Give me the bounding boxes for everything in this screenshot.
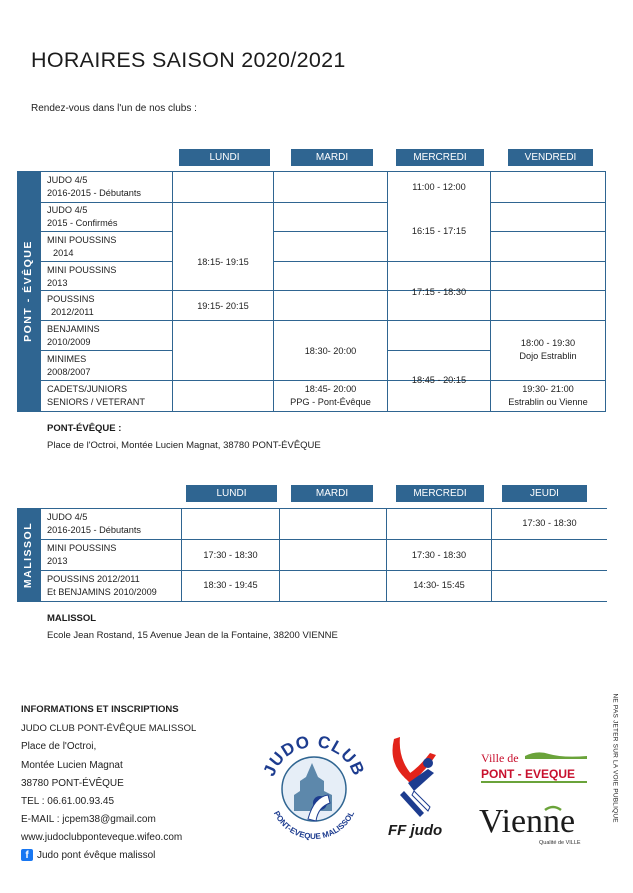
table-row: MINI POUSSINS 2014	[47, 235, 117, 258]
svg-text:PONT - EVEQUE: PONT - EVEQUE	[481, 767, 576, 781]
page-title: HORAIRES SAISON 2020/2021	[31, 48, 346, 72]
pont-eveque-side-label: PONT - ÉVÊQUE	[22, 240, 34, 342]
pont-eveque-address-title: PONT-ÉVÊQUE :	[47, 423, 122, 434]
day-header-lundi: LUNDI	[186, 485, 277, 502]
facebook-icon: f	[21, 849, 33, 861]
club-website[interactable]: www.judoclubponteveque.wifeo.com	[21, 832, 183, 843]
table-row: CADETS/JUNIORS SENIORS / VETERANT	[47, 384, 146, 407]
slot-poussins-mercredi: 14:30- 15:45	[413, 580, 465, 590]
day-header-mardi: MARDI	[291, 149, 373, 166]
slot-poussins-lundi: 19:15- 20:15	[197, 301, 249, 311]
malissol-address: Ecole Jean Rostand, 15 Avenue Jean de la Fontaine, 38200 VIENNE	[47, 630, 338, 641]
table-row: MINI POUSSINS 2013	[47, 543, 117, 566]
svg-text:Ville de: Ville de	[481, 751, 519, 765]
slot-benjamins-minimes-mardi: 18:30- 20:00	[304, 346, 357, 356]
table-row: JUDO 4/5 2015 - Confirmés	[47, 205, 118, 228]
side-note: NE PAS JETER SUR LA VOIE PUBLIQUE	[611, 693, 619, 823]
svg-text:Qualité de VILLE: Qualité de VILLE	[539, 840, 581, 846]
svg-text:FF judo: FF judo	[388, 822, 443, 839]
club-address-line3: 38780 PONT-ÉVÊQUE	[21, 778, 124, 789]
intro-text: Rendez-vous dans l'un de nos clubs :	[31, 103, 197, 114]
day-header-mardi: MARDI	[291, 485, 373, 502]
ville-vienne-logos	[477, 748, 591, 848]
slot-cadets-mardi: 18:45- 20:00 PPG - Pont-Évêque	[290, 384, 371, 407]
svg-text:PONT-EVEQUE MALISSOL: PONT-EVEQUE MALISSOL	[271, 809, 357, 842]
table-row: POUSSINS 2012/2011 Et BENJAMINS 2010/2009	[47, 574, 157, 597]
slot-minimes-cadets-mercredi: 18:45 - 20:15	[411, 375, 467, 385]
slot-judo45-jeudi: 17:30 - 18:30	[522, 518, 577, 528]
table-row: POUSSINS 2012/2011	[47, 294, 95, 317]
club-email[interactable]: E-MAIL : jcpem38@gmail.com	[21, 814, 156, 825]
table-row: JUDO 4/5 2016-2015 - Débutants	[47, 512, 141, 535]
pont-eveque-address: Place de l'Octroi, Montée Lucien Magnat, 38780 PONT-ÉVÊQUE	[47, 440, 321, 451]
slot-benjamins-minimes-vendredi: 18:00 - 19:30 Dojo Estrablin	[519, 338, 577, 361]
judo-club-logo	[258, 733, 370, 845]
malissol-address-title: MALISSOL	[47, 613, 97, 624]
day-header-mercredi: MERCREDI	[396, 149, 484, 166]
svg-text:Vienne: Vienne	[479, 803, 576, 840]
day-header-jeudi: JEUDI	[502, 485, 587, 502]
day-header-lundi: LUNDI	[179, 149, 270, 166]
facebook-link[interactable]: f Judo pont évêque malissol	[21, 846, 155, 865]
table-row: BENJAMINS 2010/2009	[47, 324, 100, 347]
slot-mini-poussins-lundi: 17:30 - 18:30	[203, 550, 258, 560]
table-row: MINI POUSSINS 2013	[47, 265, 117, 288]
club-address-line2: Montée Lucien Magnat	[21, 760, 123, 771]
club-phone: TEL : 06.61.00.93.45	[21, 796, 115, 807]
table-row: MINIMES 2008/2007	[47, 354, 91, 377]
table-row: JUDO 4/5 2016-2015 - Débutants	[47, 175, 141, 198]
slot-judo45-confirmes-mercredi: 16:15 - 17:15	[411, 226, 467, 236]
ff-judo-logo	[384, 733, 446, 841]
svg-text:JUDO CLUB: JUDO CLUB	[259, 733, 369, 779]
club-address-line1: Place de l'Octroi,	[21, 741, 97, 752]
slot-cadets-vendredi: 19:30- 21:00 Estrablin ou Vienne	[508, 384, 588, 407]
slot-mini-poussins-mercredi: 17:15 - 18:30	[411, 287, 467, 297]
slot-poussins-lundi: 18:30 - 19:45	[203, 580, 258, 590]
day-header-mercredi: MERCREDI	[396, 485, 484, 502]
slot-judo45-debutants-mercredi: 11:00 - 12:00	[412, 182, 466, 192]
slot-mini-poussins-mercredi: 17:30 - 18:30	[411, 550, 467, 560]
info-heading: INFORMATIONS ET INSCRIPTIONS	[21, 704, 179, 715]
slot-mini-poussins-lundi: 18:15- 19:15	[197, 257, 249, 267]
malissol-side-label: MALISSOL	[22, 521, 34, 589]
day-header-vendredi: VENDREDI	[508, 149, 593, 166]
club-name: JUDO CLUB PONT-ÉVÊQUE MALISSOL	[21, 723, 197, 734]
